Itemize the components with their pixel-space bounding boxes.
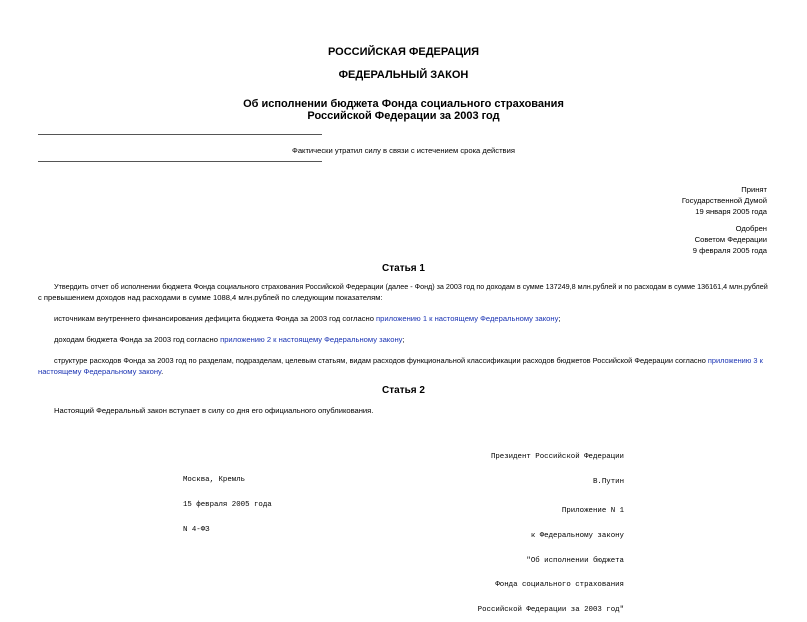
article1-item2 [38, 334, 768, 345]
article2-heading: Статья 2 [382, 385, 425, 396]
appendix-header [324, 491, 624, 622]
signature-name: В.Путин [592, 478, 624, 487]
law-number: N 4-ФЗ [183, 525, 210, 534]
article1-item3-line1 [38, 355, 768, 366]
country-heading: РОССИЙСКАЯ ФЕДЕРАЦИЯ [327, 46, 480, 58]
article1-item2-text: доходам бюджета Фонда за 2003 год согласно [54, 335, 221, 344]
approved-line3: 9 февраля 2005 года [692, 246, 767, 255]
signature-position: Президент Российской Федерации [490, 453, 624, 462]
appendix-line5: Российской Федерации за 2003 год" [477, 605, 624, 614]
appendix3-link-cont[interactable]: настоящему Федеральному закону [38, 367, 162, 376]
article1-intro-line2: с превышением доходов над расходами в сумме 1088,4 млн.рублей по следующим показателям: [38, 293, 383, 302]
article1-item3 [38, 355, 768, 377]
signing-date: 15 февраля 2005 года [183, 501, 272, 510]
article1-intro-line1: Утвердить отчет об исполнении бюджета Фонда социального страхования Российской Федерации (далее - Фонд) за 2003 год по доходам в сумме 137249,8 млн.рублей и по расходам в сумме 136161,4 млн.рублей [54, 282, 768, 291]
article1-item2-end: ; [402, 335, 405, 344]
article1-heading: Статья 1 [382, 263, 425, 274]
adopted-line1: Принят [741, 185, 767, 194]
article1-item3-line2 [38, 366, 768, 377]
document-type: ФЕДЕРАЛЬНЫЙ ЗАКОН [338, 69, 469, 81]
document-title-line1: Об исполнении бюджета Фонда социального страхования [243, 98, 564, 110]
appendix-line3: "Об исполнении бюджета [526, 556, 624, 565]
appendix3-link[interactable]: приложению 3 к [707, 356, 763, 365]
adopted-line2: Государственной Думой [681, 196, 767, 205]
approved-line1: Одобрен [735, 224, 767, 233]
appendix1-link[interactable]: приложению 1 к настоящему Федеральному закону [376, 314, 559, 323]
article1-item3-end: . [161, 367, 164, 376]
adopted-block [567, 184, 767, 217]
approved-block [567, 223, 767, 256]
article1-intro [38, 281, 768, 303]
appendix-line2: к Федеральному закону [530, 532, 624, 541]
signature-block [324, 437, 624, 494]
article2-text: Настоящий Федеральный закон вступает в силу со дня его официального опубликования. [54, 406, 374, 415]
article1-item1-end: ; [558, 314, 561, 323]
appendix2-link[interactable]: приложению 2 к настоящему Федеральному закону [220, 335, 403, 344]
divider-bottom [38, 161, 322, 162]
approved-line2: Советом Федерации [694, 235, 767, 244]
status-note: Фактически утратил силу в связи с истечением срока действия [292, 146, 515, 155]
appendix-line4: Фонда социального страхования [495, 581, 624, 590]
appendix-line1: Приложение N 1 [561, 507, 624, 516]
document-title [0, 98, 807, 122]
article1-item1-text: источникам внутреннего финансирования дефицита бюджета Фонда за 2003 год согласно [54, 314, 377, 323]
article1-item1 [38, 313, 768, 324]
divider-top [38, 134, 322, 135]
article1-item3-text: структуре расходов Фонда за 2003 год по разделам, подразделам, целевым статьям, видам расходов функциональной классификации расходов бюджетов Российской Федерации согласно [54, 356, 708, 365]
place: Москва, Кремль [183, 476, 246, 485]
place-date-block [183, 460, 272, 542]
adopted-line3: 19 января 2005 года [695, 207, 767, 216]
document-title-line2: Российской Федерации за 2003 год [307, 110, 500, 122]
